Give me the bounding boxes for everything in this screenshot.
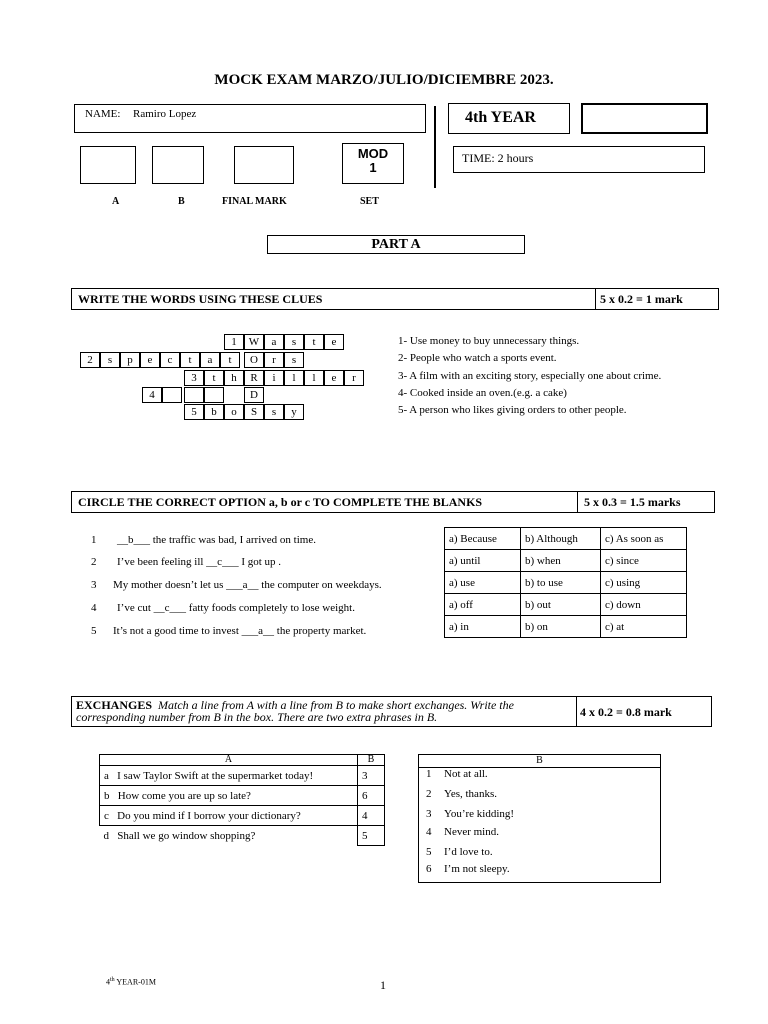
exchanges-instruction-block bbox=[76, 699, 572, 723]
crossword-cell[interactable]: a bbox=[264, 334, 284, 350]
crossword-cell[interactable]: W bbox=[244, 334, 264, 350]
question-text: I’ve cut __c___ fatty foods completely to lose weight. bbox=[117, 602, 355, 614]
b-item-text: Never mind. bbox=[444, 826, 499, 838]
option-b[interactable]: b) on bbox=[521, 616, 601, 638]
circle-section-header bbox=[71, 491, 715, 513]
option-c[interactable]: c) down bbox=[601, 594, 687, 616]
question-text: __b___ the traffic was bad, I arrived on time. bbox=[117, 534, 316, 546]
option-b[interactable]: b) to use bbox=[521, 572, 601, 594]
crossword-cell[interactable]: l bbox=[284, 370, 304, 386]
label-set: SET bbox=[360, 196, 379, 207]
crossword-cell[interactable]: R bbox=[244, 370, 264, 386]
circle-instruction: CIRCLE THE CORRECT OPTION a, b or c TO COMPLETE THE BLANKS bbox=[78, 495, 483, 509]
exchanges-label: EXCHANGES bbox=[76, 698, 153, 712]
crossword-cell[interactable]: t bbox=[220, 352, 240, 368]
question-text: My mother doesn’t let us ___a__ the computer on weekdays. bbox=[113, 579, 382, 591]
crossword-cell[interactable] bbox=[162, 387, 182, 403]
option-c[interactable]: c) at bbox=[601, 616, 687, 638]
option-a[interactable]: a) until bbox=[445, 550, 521, 572]
crossword-cell[interactable]: o bbox=[224, 404, 244, 420]
option-a[interactable]: a) in bbox=[445, 616, 521, 638]
a-item bbox=[100, 766, 358, 786]
question-number: 1 bbox=[91, 534, 97, 546]
crossword-cell[interactable]: D bbox=[244, 387, 264, 403]
name-box[interactable] bbox=[74, 104, 426, 133]
a-item bbox=[100, 786, 358, 806]
table-b-header: B bbox=[419, 755, 660, 768]
b-item-text: You’re kidding! bbox=[444, 808, 515, 820]
crossword-cell[interactable] bbox=[204, 387, 224, 403]
column-a-header: A bbox=[100, 755, 358, 766]
question-number: 3 bbox=[91, 579, 97, 591]
crossword-cell[interactable]: t bbox=[204, 370, 224, 386]
name-value: Ramiro Lopez bbox=[133, 108, 197, 120]
crossword-cell[interactable]: b bbox=[204, 404, 224, 420]
crossword-cell[interactable]: r bbox=[264, 352, 284, 368]
name-label: NAME: bbox=[85, 108, 121, 120]
part-heading: PART A bbox=[267, 235, 525, 254]
box-final-mark[interactable] bbox=[234, 146, 294, 184]
crossword-cell[interactable]: r bbox=[344, 370, 364, 386]
crossword-instruction: WRITE THE WORDS USING THESE CLUES bbox=[78, 292, 323, 306]
time-label: TIME: 2 hours bbox=[462, 151, 534, 165]
a-item-text: How come you are up so late? bbox=[117, 789, 251, 802]
clue-4: 4- Cooked inside an oven.(e.g. a cake) bbox=[398, 387, 567, 399]
option-a[interactable]: a) off bbox=[445, 594, 521, 616]
options-row bbox=[445, 550, 687, 572]
crossword-cell[interactable] bbox=[184, 387, 204, 403]
table-header-row bbox=[100, 755, 385, 766]
page-number: 1 bbox=[380, 978, 386, 992]
time-box bbox=[453, 146, 705, 173]
answer-box[interactable]: 4 bbox=[358, 806, 385, 826]
crossword-cell[interactable]: s bbox=[284, 352, 304, 368]
options-row bbox=[445, 572, 687, 594]
crossword-cell[interactable]: e bbox=[324, 370, 344, 386]
crossword-section-header bbox=[71, 288, 719, 310]
a-item-letter: d bbox=[103, 829, 109, 842]
clue-3: 3- A film with an exciting story, especially one about crime. bbox=[398, 370, 662, 382]
crossword-row-4-number: 4 bbox=[142, 387, 162, 403]
table-row bbox=[100, 806, 385, 826]
crossword-cell[interactable]: S bbox=[244, 404, 264, 420]
circle-marks: 5 x 0.3 = 1.5 marks bbox=[584, 495, 681, 509]
crossword-cell[interactable]: c bbox=[160, 352, 180, 368]
b-item-number: 6 bbox=[426, 863, 432, 875]
crossword-marks: 5 x 0.2 = 1 mark bbox=[600, 292, 683, 306]
year-score-box[interactable] bbox=[581, 103, 708, 134]
column-b-header: B bbox=[358, 755, 385, 766]
crossword-cell[interactable]: i bbox=[264, 370, 284, 386]
question-text: It’s not a good time to invest ___a__ the property market. bbox=[113, 625, 367, 637]
b-item-text: I’m not sleepy. bbox=[444, 863, 510, 875]
crossword-cell[interactable]: t bbox=[304, 334, 324, 350]
table-row bbox=[100, 766, 385, 786]
a-item bbox=[100, 806, 358, 826]
options-row bbox=[445, 594, 687, 616]
clue-2: 2- People who watch a sports event. bbox=[398, 352, 557, 364]
header-divider bbox=[434, 106, 436, 188]
crossword-row-2-number: 2 bbox=[80, 352, 100, 368]
b-item-number: 2 bbox=[426, 788, 432, 800]
clue-1: 1- Use money to buy unnecessary things. bbox=[398, 335, 580, 347]
crossword-cell[interactable]: e bbox=[324, 334, 344, 350]
options-row bbox=[445, 528, 687, 550]
answer-box[interactable]: 6 bbox=[358, 786, 385, 806]
crossword-cell[interactable]: l bbox=[304, 370, 324, 386]
answer-box[interactable]: 5 bbox=[358, 826, 385, 846]
question-number: 5 bbox=[91, 625, 97, 637]
label-a: A bbox=[112, 196, 120, 207]
b-item-number: 4 bbox=[426, 826, 432, 838]
footer-code-pre: 4 bbox=[106, 977, 110, 987]
b-item-text: I’d love to. bbox=[444, 846, 493, 858]
year-box bbox=[448, 103, 570, 134]
a-item-letter: b bbox=[104, 789, 110, 802]
options-row bbox=[445, 616, 687, 638]
table-row bbox=[100, 786, 385, 806]
crossword-row-3-number: 3 bbox=[184, 370, 204, 386]
exchanges-section-header bbox=[71, 696, 712, 727]
crossword-cell[interactable]: s bbox=[100, 352, 120, 368]
year-label: 4th YEAR bbox=[465, 109, 536, 126]
label-b: B bbox=[178, 196, 185, 207]
answer-box[interactable]: 3 bbox=[358, 766, 385, 786]
option-b[interactable]: b) out bbox=[521, 594, 601, 616]
a-item bbox=[100, 826, 358, 846]
footer-code bbox=[106, 977, 156, 987]
option-b[interactable]: b) Although bbox=[521, 528, 601, 550]
options-table bbox=[444, 527, 687, 638]
crossword-cell[interactable]: t bbox=[180, 352, 200, 368]
exchanges-table-a bbox=[99, 754, 385, 846]
crossword-cell[interactable]: y bbox=[284, 404, 304, 420]
crossword-cell[interactable]: O bbox=[244, 352, 264, 368]
option-c[interactable]: c) since bbox=[601, 550, 687, 572]
b-item-text: Not at all. bbox=[444, 768, 488, 780]
crossword-cell[interactable]: h bbox=[224, 370, 244, 386]
mod-box: MOD 1 bbox=[342, 143, 404, 184]
exchanges-instruction: Match a line from A with a line from B to make short exchanges. Write the corresponding number from B in the box. There are two extra phrases in B. bbox=[76, 698, 514, 724]
a-item-letter: c bbox=[104, 809, 109, 822]
b-item-number: 1 bbox=[426, 768, 432, 780]
divider bbox=[595, 289, 596, 309]
footer-code-sup: th bbox=[110, 977, 115, 983]
option-a[interactable]: a) Because bbox=[445, 528, 521, 550]
divider bbox=[577, 492, 578, 512]
a-item-text: I saw Taylor Swift at the supermarket today! bbox=[117, 769, 314, 782]
crossword-cell[interactable]: a bbox=[200, 352, 220, 368]
footer-code-post: YEAR-01M bbox=[114, 977, 156, 987]
crossword-cell[interactable]: e bbox=[140, 352, 160, 368]
option-b[interactable]: b) when bbox=[521, 550, 601, 572]
question-text: I’ve been feeling ill __c___ I got up . bbox=[117, 556, 282, 568]
clue-5: 5- A person who likes giving orders to other people. bbox=[398, 404, 627, 416]
a-item-text: Do you mind if I borrow your dictionary? bbox=[117, 809, 301, 822]
b-item-number: 5 bbox=[426, 846, 432, 858]
crossword-row-5-number: 5 bbox=[184, 404, 204, 420]
exam-title: MOCK EXAM MARZO/JULIO/DICIEMBRE 2023. bbox=[214, 72, 554, 88]
option-c[interactable]: c) As soon as bbox=[601, 528, 687, 550]
divider bbox=[576, 697, 577, 726]
exchanges-marks: 4 x 0.2 = 0.8 mark bbox=[580, 705, 672, 719]
table-row bbox=[100, 826, 385, 846]
a-item-letter: a bbox=[104, 769, 109, 782]
box-a[interactable] bbox=[80, 146, 136, 184]
crossword-row-1-number: 1 bbox=[224, 334, 244, 350]
b-item-number: 3 bbox=[426, 808, 432, 820]
option-a[interactable]: a) use bbox=[445, 572, 521, 594]
box-b[interactable] bbox=[152, 146, 204, 184]
crossword-cell[interactable]: p bbox=[120, 352, 140, 368]
label-final-mark: FINAL MARK bbox=[222, 196, 287, 207]
crossword-cell[interactable]: s bbox=[284, 334, 304, 350]
question-number: 4 bbox=[91, 602, 97, 614]
b-item-text: Yes, thanks. bbox=[444, 788, 497, 800]
option-c[interactable]: c) using bbox=[601, 572, 687, 594]
a-item-text: Shall we go window shopping? bbox=[117, 829, 256, 842]
question-number: 2 bbox=[91, 556, 97, 568]
crossword-cell[interactable]: s bbox=[264, 404, 284, 420]
